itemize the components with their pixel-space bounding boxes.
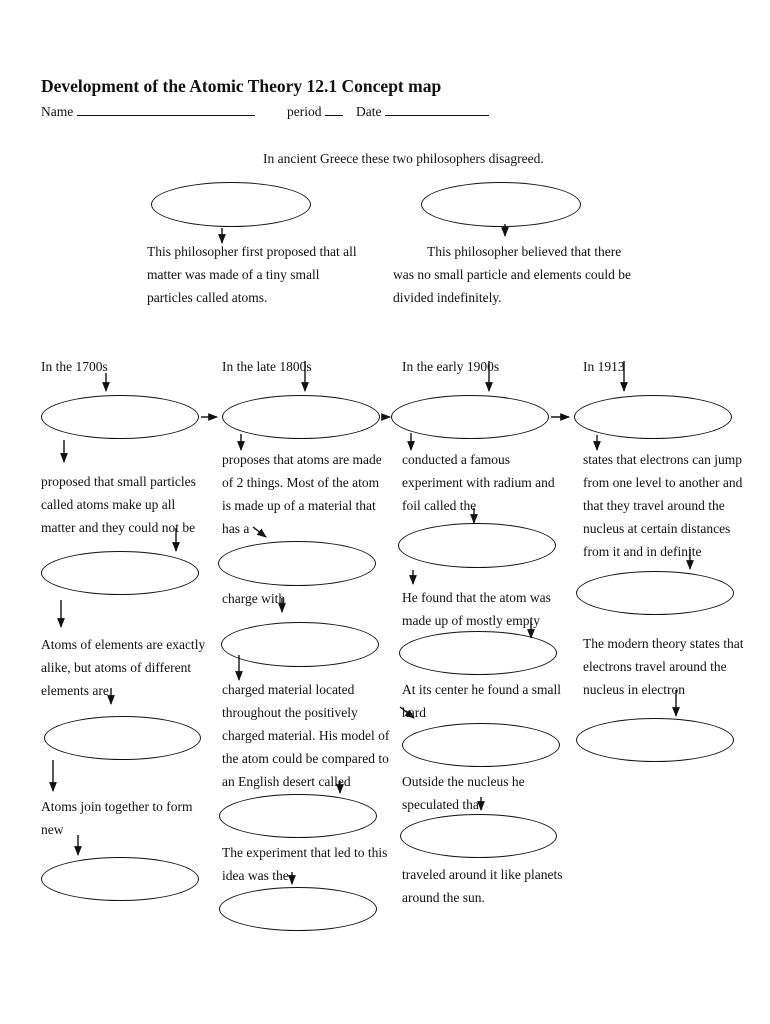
text-line: proposes that atoms are made [222,452,382,467]
text-line: nucleus at certain distances [583,521,731,536]
text-line: of 2 things. Most of the atom [222,475,380,490]
text-line: divided indefinitely. [393,290,502,305]
text-line: traveled around it like planets [402,867,563,882]
col4-oval-3[interactable] [576,718,734,762]
text-line: charged material. His model of [222,728,390,743]
text-line: matter and they could not be [41,520,196,535]
text-line: Atoms of elements are exactly [41,637,206,652]
text-line: made up of mostly empty [402,613,540,628]
text-line: around the sun. [402,890,485,905]
col1-oval-2[interactable] [41,551,199,595]
date-line [356,100,489,123]
text-line: At its center he found a small [402,682,561,697]
text-line: new [41,822,64,837]
name-blank[interactable] [77,103,255,116]
text-line: foil called the [402,498,477,513]
col2-text-2: charge with [222,591,286,606]
period-label: period [287,104,322,119]
name-line [41,100,255,123]
text-line: conducted a famous [402,452,510,467]
text-line: matter was made of a tiny small [147,267,320,282]
text-line: charged material located [222,682,355,697]
text-line: the atom could be compared to [222,751,389,766]
scientist-1800s-oval[interactable] [222,395,380,439]
text-line: He found that the atom was [402,590,551,605]
scientist-1913-oval[interactable] [574,395,732,439]
era-1913: In 1913 [583,359,625,374]
text-line: experiment with radium and [402,475,555,490]
text-line: Outside the nucleus he [402,774,525,789]
text-line: nucleus in electron [583,682,685,697]
text-line: was no small particle and elements could be [393,267,632,282]
text-line: speculated that [402,797,483,812]
text-line: throughout the positively [222,705,358,720]
period-line [287,100,343,123]
text-line: alike, but atoms of different [41,660,192,675]
text-line: has a [222,521,250,536]
philosopher-2-oval[interactable] [421,182,581,227]
text-line: This philosopher first proposed that all [147,244,357,259]
col1-oval-4[interactable] [41,857,199,901]
col1-oval-3[interactable] [44,716,201,760]
arrow [253,527,266,537]
page-title: Development of the Atomic Theory 12.1 Concept map [41,76,442,96]
text-line: The experiment that led to this [222,845,388,860]
col3-oval-5[interactable] [400,814,557,858]
era-early-1900s: In the early 1900s [402,359,500,374]
text-line: from one level to another and [583,475,743,490]
scientist-1700s-oval[interactable] [41,395,199,439]
text-line: idea was the [222,868,289,883]
text-line: electrons travel around the [583,659,727,674]
text-line: This philosopher believed that there [427,244,622,259]
text-line: hard [402,705,426,720]
era-1700s: In the 1700s [41,359,108,374]
col3-oval-3[interactable] [399,631,557,675]
date-label: Date [356,104,382,119]
greece-intro: In ancient Greece these two philosophers disagreed. [263,151,544,166]
text-line: particles called atoms. [147,290,268,305]
name-label: Name [41,104,74,119]
col4-oval-2[interactable] [576,571,734,615]
scientist-1900s-oval[interactable] [391,395,549,439]
date-blank[interactable] [385,103,489,116]
col3-oval-2[interactable] [398,523,556,568]
text-line: that they travel around the [583,498,725,513]
text-line: Atoms join together to form [41,799,193,814]
text-line: elements are [41,683,109,698]
text-line: from it and in definite [583,544,702,559]
col2-oval-4[interactable] [219,794,377,838]
col2-oval-2[interactable] [218,541,376,586]
text-line: an English desert called [222,774,351,789]
era-late-1800s: In the late 1800s [222,359,312,374]
text-line: is made up of a material that [222,498,376,513]
period-blank[interactable] [325,103,343,116]
text-line: called atoms make up all [41,497,176,512]
col2-oval-5[interactable] [219,887,377,931]
text-line: The modern theory states that [583,636,744,651]
text-line: proposed that small particles [41,474,196,489]
col2-oval-3[interactable] [221,622,379,667]
philosopher-1-oval[interactable] [151,182,311,227]
text-line: states that electrons can jump [583,452,742,467]
col3-oval-4[interactable] [402,723,560,767]
